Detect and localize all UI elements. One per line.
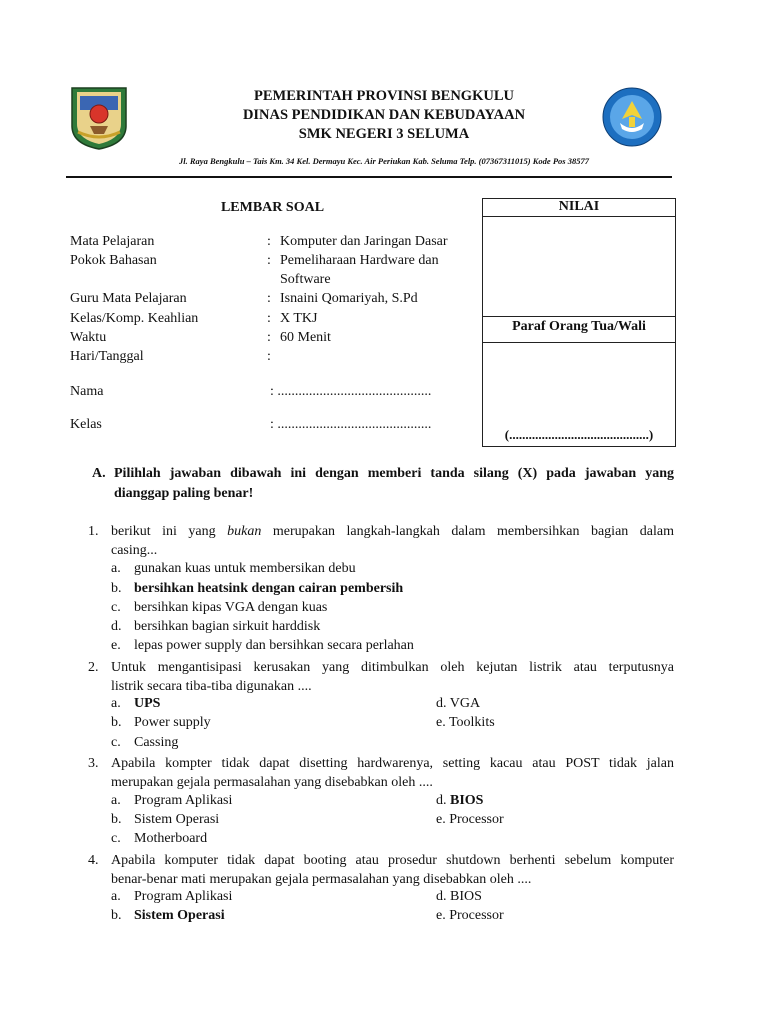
field-label-guru: Guru Mata Pelajaran bbox=[70, 291, 187, 306]
option-letter: b. bbox=[111, 715, 122, 730]
field-value-waktu: 60 Menit bbox=[280, 330, 331, 345]
score-box-divider bbox=[482, 316, 676, 317]
question-1-line-2: casing... bbox=[111, 543, 158, 558]
nama-label: Nama bbox=[70, 384, 104, 399]
field-label-waktu: Waktu bbox=[70, 330, 107, 345]
field-label-hari-tanggal: Hari/Tanggal bbox=[70, 349, 144, 364]
option-letter: a. bbox=[111, 561, 121, 576]
field-colon: : bbox=[267, 330, 271, 345]
field-value-pokok-bahasan-cont: Software bbox=[280, 272, 331, 287]
question-4-line-2: benar-benar mati merupakan gejala permasalahan yang disebabkan oleh .... bbox=[111, 872, 532, 887]
option-text-answer: bersihkan heatsink dengan cairan pembersih bbox=[134, 581, 404, 596]
question-1-line-1: berikut ini yang bukan merupakan langkah-langkah dalam membersihkan bagian dalam bbox=[111, 524, 674, 539]
letterhead-address: Jl. Raya Bengkulu – Tais Km. 34 Kel. Dermayu Kec. Air Periukan Kab. Seluma Telp. (07367311015) Kode Pos 38577 bbox=[179, 156, 589, 166]
question-1-emphasis: bukan bbox=[227, 524, 262, 539]
letterhead-divider bbox=[66, 176, 672, 178]
question-3-line-2: merupakan gejala permasalahan yang disebabkan oleh .... bbox=[111, 775, 433, 790]
option-letter: c. bbox=[111, 600, 121, 615]
letterhead-line-2: DINAS PENDIDIKAN DAN KEBUDAYAAN bbox=[242, 107, 526, 123]
paraf-heading: Paraf Orang Tua/Wali bbox=[512, 319, 646, 334]
score-box-divider bbox=[482, 216, 676, 217]
option-text-answer: Sistem Operasi bbox=[134, 908, 225, 923]
option-letter: a. bbox=[111, 889, 121, 904]
option-text: Motherboard bbox=[134, 831, 208, 846]
option-text: bersihkan kipas VGA dengan kuas bbox=[134, 600, 328, 615]
option-text: bersihkan bagian sirkuit harddisk bbox=[134, 619, 321, 634]
option-text: Program Aplikasi bbox=[134, 889, 233, 904]
option-text: gunakan kuas untuk membersikan debu bbox=[134, 561, 356, 576]
letterhead-line-3: SMK NEGERI 3 SELUMA bbox=[298, 126, 470, 142]
field-colon: : bbox=[267, 253, 271, 268]
letterhead-line-1: PEMERINTAH PROVINSI BENGKULU bbox=[254, 88, 514, 104]
field-value-mata-pelajaran: Komputer dan Jaringan Dasar bbox=[280, 234, 448, 249]
question-2-line-1: Untuk mengantisipasi kerusakan yang ditimbulkan oleh kejutan listrik atau terputusnya bbox=[111, 660, 674, 675]
question-number: 3. bbox=[88, 756, 99, 771]
option-letter: c. bbox=[111, 831, 121, 846]
question-3-line-1: Apabila kompter tidak dapat disetting hardwarenya, setting kacau atau POST tidak jalan bbox=[111, 756, 674, 771]
score-box-divider bbox=[482, 342, 676, 343]
option-text: lepas power supply dan bersihkan secara perlahan bbox=[134, 638, 414, 653]
option-text-answer: BIOS bbox=[450, 793, 484, 808]
signature-line: (...........................................) bbox=[504, 427, 654, 442]
option-text: e. Processor bbox=[436, 812, 504, 827]
option-text: Sistem Operasi bbox=[134, 812, 220, 827]
field-value-pokok-bahasan: Pemeliharaan Hardware dan bbox=[280, 253, 439, 268]
option-letter: c. bbox=[111, 735, 121, 750]
field-value-guru: Isnaini Qomariyah, S.Pd bbox=[280, 291, 418, 306]
option-text: e. Toolkits bbox=[436, 715, 495, 730]
option-letter: a. bbox=[111, 793, 121, 808]
option-letter: b. bbox=[111, 908, 122, 923]
kelas-label: Kelas bbox=[70, 417, 102, 432]
option-letter: a. bbox=[111, 696, 121, 711]
field-colon: : bbox=[267, 311, 271, 326]
field-colon: : bbox=[267, 234, 271, 249]
option-text: e. Processor bbox=[436, 908, 504, 923]
nilai-heading: NILAI bbox=[558, 199, 600, 214]
question-2-line-2: listrik secara tiba-tiba digunakan .... bbox=[111, 679, 312, 694]
question-number: 2. bbox=[88, 660, 99, 675]
option-letter: b. bbox=[111, 812, 122, 827]
question-number: 4. bbox=[88, 853, 99, 868]
option-letter: e. bbox=[111, 638, 121, 653]
question-4-line-1: Apabila komputer tidak dapat booting atau prosedur shutdown berhenti sebelum komputer bbox=[111, 853, 674, 868]
field-colon: : bbox=[267, 349, 271, 364]
option-text: Cassing bbox=[134, 735, 179, 750]
field-label-mata-pelajaran: Mata Pelajaran bbox=[70, 234, 155, 249]
nama-blank: : ............................................ bbox=[270, 384, 432, 399]
option-text-answer: UPS bbox=[134, 696, 161, 711]
option-text: d. VGA bbox=[436, 696, 481, 711]
field-label-pokok-bahasan: Pokok Bahasan bbox=[70, 253, 157, 268]
option-letter: b. bbox=[111, 581, 122, 596]
sheet-title: LEMBAR SOAL bbox=[220, 200, 325, 215]
option-letter: d. bbox=[111, 619, 122, 634]
section-instruction-line-1: Pilihlah jawaban dibawah ini dengan memberi tanda silang (X) pada jawaban yang bbox=[114, 466, 674, 481]
option-text: Program Aplikasi bbox=[134, 793, 233, 808]
field-label-kelas-komp: Kelas/Komp. Keahlian bbox=[70, 311, 199, 326]
section-letter: A. bbox=[92, 466, 106, 481]
question-number: 1. bbox=[88, 524, 99, 539]
section-instruction-line-2: dianggap paling benar! bbox=[114, 486, 254, 501]
field-colon: : bbox=[267, 291, 271, 306]
option-d: d. BIOS bbox=[436, 793, 484, 808]
option-text: Power supply bbox=[134, 715, 211, 730]
field-value-kelas-komp: X TKJ bbox=[280, 311, 318, 326]
option-text: d. BIOS bbox=[436, 889, 482, 904]
kelas-blank: : ............................................ bbox=[270, 417, 432, 432]
